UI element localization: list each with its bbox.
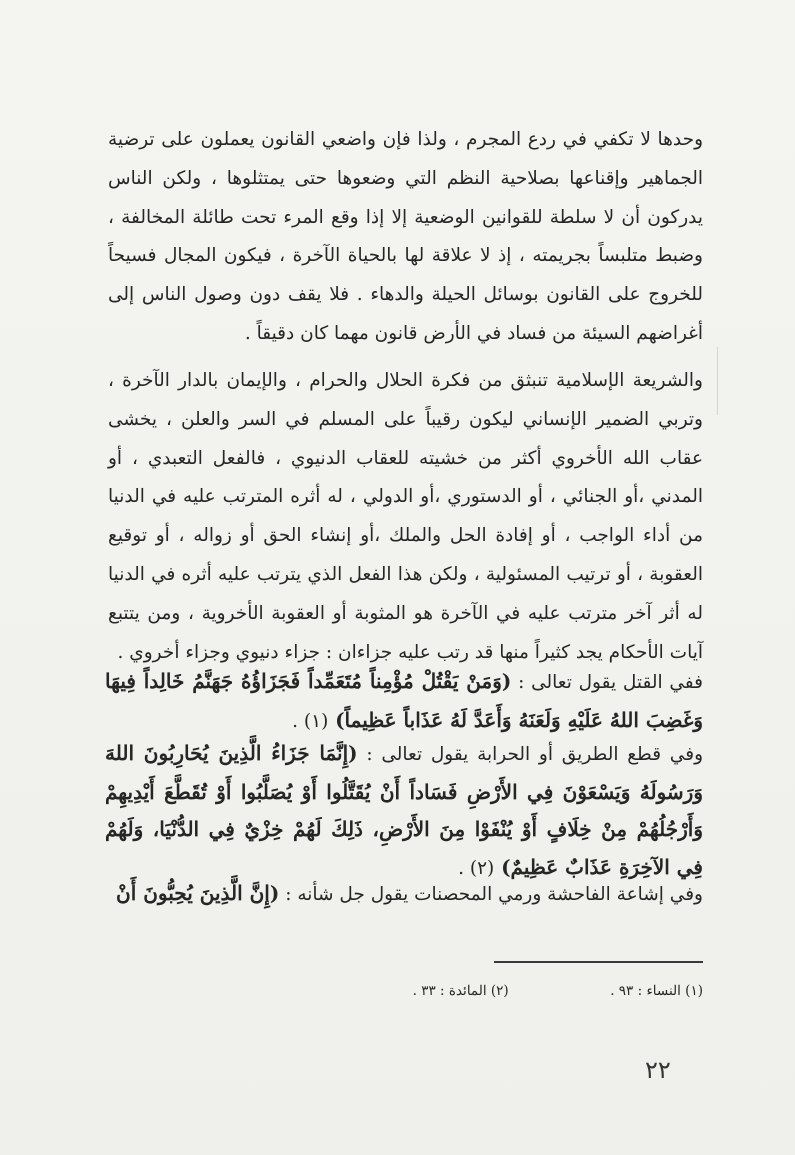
quran-ref-2: (٢) . <box>458 857 495 879</box>
footnotes <box>93 981 703 1001</box>
footnote-1: (١) النساء : ٩٣ . <box>610 983 703 999</box>
quran-verse-1: (وَمَنْ يَقْتُلْ مُؤْمِناً مُتَعَمِّداً فَجَزَاؤُهُ جَهَنَّمُ خَالِداً فِيهَا وَغَضِبَ اللهُ عَلَيْهِ وَلَعَنَهُ وَأَعَدَّ لَهُ عَذَاباً عَظِيماً) <box>105 669 703 732</box>
quran-intro-2: وفي قطع الطريق أو الحرابة يقول تعالى : <box>357 744 704 765</box>
quran-ref-1: (١) . <box>292 710 329 732</box>
paragraph-1: وحدها لا تكفي في ردع المجرم ، ولذا فإن واضعي القانون يعملون على ترضية الجماهير وإقناعها بصلاحية النظم التي وضعوها حتى يمتثلوها ، ولكن الناس يدركون أن لا سلطة للقوانين الوضعية إلا إذا وقع المرء تحت طائلة المخالفة ، وضبط متلبساً بجريمته ، إذ لا علاقة لها بالحياة الآخرة ، فيكون المجال فسيحاً للخروج على القانون بوسائل الحيلة والدهاء . فلا يقف دون وصول الناس إلى أغراضهم السيئة من فساد في الأرض قانون مهما كان دقيقاً . <box>108 129 703 344</box>
quran-section-3 <box>105 875 703 914</box>
scan-mark <box>717 347 718 415</box>
footnote-2: (٢) المائدة : ٣٣ . <box>412 983 509 999</box>
footnote-divider <box>494 961 703 963</box>
quran-verse-3: (إِنَّ الَّذِينَ يُحِبُّونَ أَنْ <box>116 881 280 905</box>
quran-verse-2: (إِنَّمَا جَزَاءُ الَّذِينَ يُحَارِبُونَ اللهَ وَرَسُولَهُ وَيَسْعَوْنَ فِي الأَرْضِ فَسَاداً أَنْ يُقَتَّلُوا أَوْ يُصَلَّبُوا أَوْ تُقَطَّعَ أَيْدِيهِمْ وَأَرْجُلُهُمْ مِنْ خِلَافٍ أَوْ يُنْفَوْا مِنَ الأَرْضِ، ذَلِكَ لَهُمْ خِزْيٌ فِي الدُّنْيَا، وَلَهُمْ فِي الآخِرَةِ عَذَابٌ عَظِيمٌ) <box>105 741 703 879</box>
page-number: ٢٢ <box>645 1056 671 1084</box>
paragraph-2: والشريعة الإسلامية تنبثق من فكرة الحلال والحرام ، والإيمان بالدار الآخرة ، وتربي الضمير الإنساني ليكون رقيباً على المسلم في السر والعلن ، يخشى عقاب الله الأخروي أكثر من خشيته للعقاب الدنيوي ، فالفعل التعبدي ، أو المدني ،أو الجنائي ، أو الدستوري ،أو الدولي ، له أثره المترتب عليه في الدنيا من أداء الواجب ، أو إفادة الحل والملك ،أو إنشاء الحق أو زواله ، أو توقيع العقوبة ، أو ترتيب المسئولية ، ولكن هذا الفعل الذي يترتب عليه أثره في الدنيا له أثر آخر مترتب عليه في الآخرة هو المثوبة أو العقوبة الأخروية ، ومن يتتبع آيات الأحكام يجد كثيراً منها قد رتب عليه جزاءان : جزاء دنيوي وجزاء أخروي . <box>108 370 703 663</box>
quran-intro-1: ففي القتل يقول تعالى : <box>511 672 703 693</box>
quran-section-1 <box>105 663 703 740</box>
quran-section-2 <box>105 735 703 887</box>
quran-intro-3: وفي إشاعة الفاحشة ورمي المحصنات يقول جل شأنه : <box>279 884 703 905</box>
